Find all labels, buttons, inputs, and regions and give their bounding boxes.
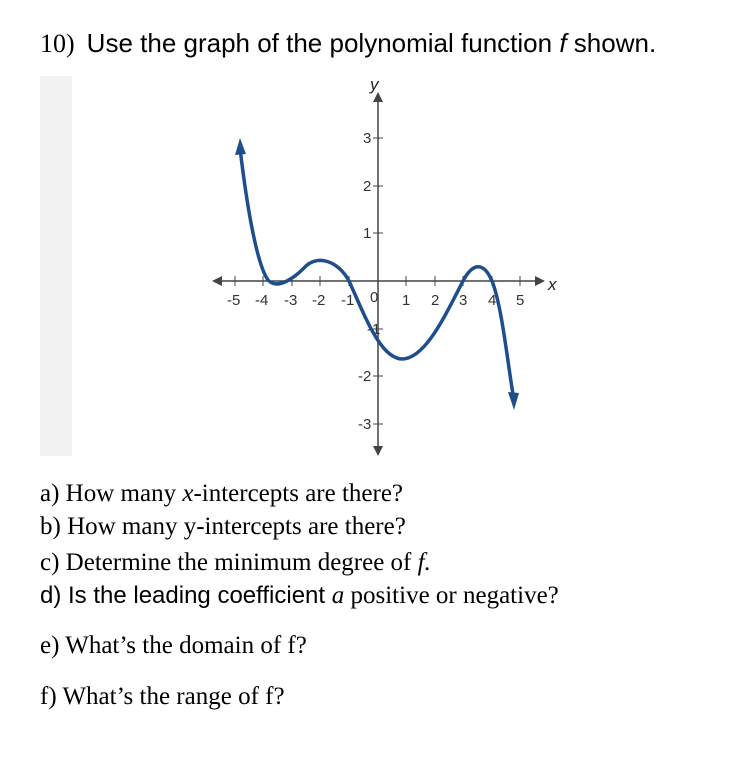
question-c	[40, 547, 559, 580]
question-c-prefix: c) Determine the minimum degree of	[40, 549, 418, 576]
x-tick-label: -3	[284, 292, 298, 309]
question-d-suffix: positive or negative?	[344, 581, 559, 609]
y-tick-label: 2	[363, 178, 372, 195]
x-tick-label: -4	[255, 292, 269, 309]
question-header	[40, 28, 656, 59]
question-a	[40, 478, 559, 511]
x-tick-label: 4	[488, 292, 497, 309]
y-tick-label: -1	[367, 321, 381, 338]
y-axis-down-arrow	[373, 446, 383, 456]
prompt-function-var: f	[559, 28, 567, 58]
x-axis-left-arrow	[212, 276, 222, 286]
question-prompt	[87, 28, 657, 58]
question-a-var: x	[182, 480, 194, 507]
y-tick-label: 3	[363, 130, 372, 147]
curve-start-arrow	[235, 138, 246, 155]
question-d	[40, 580, 559, 613]
x-tick-label: -5	[227, 292, 241, 309]
x-tick-label: 5	[516, 292, 525, 309]
x-tick-label-origin: 0	[370, 289, 379, 306]
polynomial-graph	[40, 76, 560, 466]
x-axis-label: x	[548, 275, 557, 294]
question-f: f) What’s the range of f?	[40, 682, 285, 710]
polynomial-curve	[240, 148, 513, 394]
prompt-text-after: shown.	[573, 28, 657, 58]
question-e: e) What’s the domain of f?	[40, 632, 307, 659]
question-a-prefix: a) How many	[40, 480, 183, 507]
question-a-suffix: -intercepts are there?	[193, 480, 404, 507]
y-tick-label: 1	[363, 225, 372, 242]
graph-svg	[40, 76, 560, 466]
graph-panel	[40, 76, 72, 456]
curve-end-arrow	[508, 392, 519, 410]
question-c-var: f.	[417, 549, 431, 576]
x-tick-label: -2	[312, 292, 326, 309]
question-number: 10)	[40, 29, 75, 58]
question-d-var: a	[331, 581, 345, 609]
x-tick-label: -1	[341, 292, 355, 309]
y-axis-label: y	[370, 76, 379, 94]
question-d-prefix: d) Is the leading coefficient	[40, 581, 332, 609]
x-axis-right-arrow	[535, 276, 545, 286]
x-tick-label: 2	[431, 292, 440, 309]
y-tick-label: -3	[358, 416, 372, 433]
question-b: b) How many y-intercepts are there?	[40, 512, 406, 540]
question-list	[40, 478, 559, 713]
x-tick-label: 3	[459, 292, 468, 309]
x-tick-label: 1	[402, 292, 411, 309]
prompt-text-before: Use the graph of the polynomial function	[86, 28, 553, 58]
y-tick-label: -2	[358, 368, 372, 385]
